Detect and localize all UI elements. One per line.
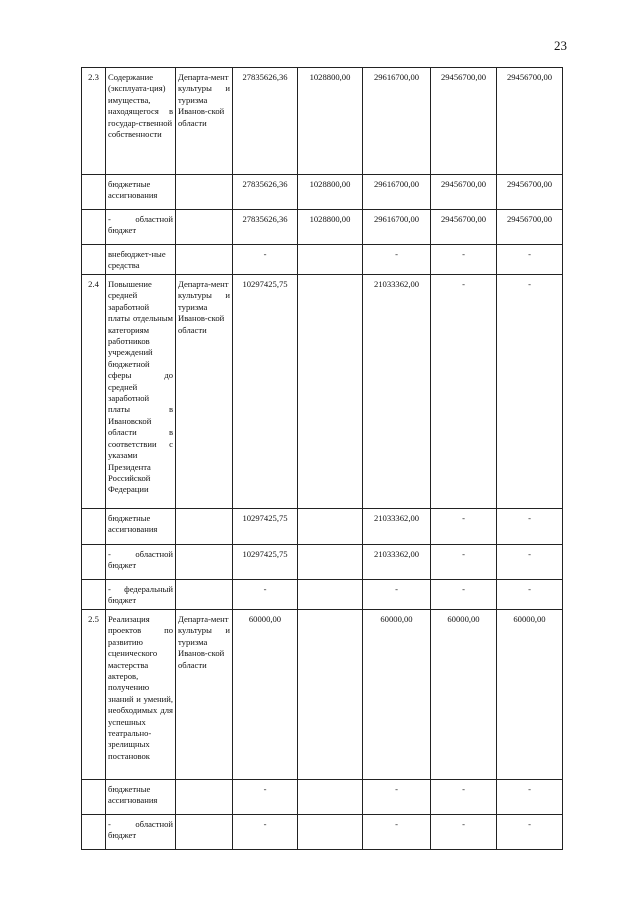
description-cell: - областной бюджет xyxy=(106,545,176,580)
value-cell-2: 1028800,00 xyxy=(298,175,363,210)
row-number-cell: 2.5 xyxy=(82,610,106,780)
description-cell: внебюджет-ные средства xyxy=(106,245,176,275)
executor-cell: Департа-мент культуры и туризма Иванов-ской области xyxy=(176,610,233,780)
description-cell: - областной бюджет xyxy=(106,815,176,850)
row-number-cell xyxy=(82,210,106,245)
value-cell-5: - xyxy=(497,815,563,850)
value-cell-1: 10297425,75 xyxy=(233,275,298,509)
value-cell-2: 1028800,00 xyxy=(298,68,363,175)
value-cell-4: - xyxy=(431,275,497,509)
table-row xyxy=(82,245,563,275)
value-cell-4: 29456700,00 xyxy=(431,175,497,210)
description-cell: бюджетные ассигнования xyxy=(106,780,176,815)
table-row xyxy=(82,509,563,545)
value-cell-4: 29456700,00 xyxy=(431,68,497,175)
value-cell-5: 29456700,00 xyxy=(497,68,563,175)
table-row xyxy=(82,545,563,580)
row-number-cell xyxy=(82,580,106,610)
description-cell: бюджетные ассигнования xyxy=(106,175,176,210)
value-cell-5: - xyxy=(497,509,563,545)
value-cell-1: 10297425,75 xyxy=(233,509,298,545)
row-number-cell xyxy=(82,509,106,545)
table-row xyxy=(82,815,563,850)
value-cell-4: 60000,00 xyxy=(431,610,497,780)
row-number-cell: 2.3 xyxy=(82,68,106,175)
value-cell-5: - xyxy=(497,245,563,275)
value-cell-2 xyxy=(298,245,363,275)
row-number-cell xyxy=(82,815,106,850)
value-cell-3: - xyxy=(363,815,431,850)
value-cell-1: 60000,00 xyxy=(233,610,298,780)
value-cell-4: - xyxy=(431,245,497,275)
value-cell-1: 27835626,36 xyxy=(233,210,298,245)
value-cell-5: 29456700,00 xyxy=(497,210,563,245)
value-cell-4: - xyxy=(431,780,497,815)
row-number-cell xyxy=(82,545,106,580)
value-cell-5: - xyxy=(497,545,563,580)
value-cell-3: 60000,00 xyxy=(363,610,431,780)
value-cell-3: 29616700,00 xyxy=(363,68,431,175)
executor-cell xyxy=(176,245,233,275)
table-row xyxy=(82,580,563,610)
executor-cell: Департа-мент культуры и туризма Иванов-ской области xyxy=(176,68,233,175)
table-row xyxy=(82,210,563,245)
table-row xyxy=(82,610,563,780)
row-number-cell xyxy=(82,175,106,210)
value-cell-3: 29616700,00 xyxy=(363,210,431,245)
value-cell-5: - xyxy=(497,580,563,610)
value-cell-1: - xyxy=(233,815,298,850)
value-cell-2 xyxy=(298,580,363,610)
description-cell: Реализация проектов по развитию сценического мастерства актеров, получению знаний и умений, необходимых для успешных театрально-зрелищных постановок xyxy=(106,610,176,780)
value-cell-5: - xyxy=(497,780,563,815)
value-cell-1: 10297425,75 xyxy=(233,545,298,580)
description-cell: - областной бюджет xyxy=(106,210,176,245)
executor-cell: Департа-мент культуры и туризма Иванов-ской области xyxy=(176,275,233,509)
value-cell-5: 29456700,00 xyxy=(497,175,563,210)
executor-cell xyxy=(176,780,233,815)
value-cell-2 xyxy=(298,275,363,509)
row-number-cell: 2.4 xyxy=(82,275,106,509)
executor-cell xyxy=(176,815,233,850)
description-cell: Содержание (эксплуата-ция) имущества, находящегося в государ-ственной собственности xyxy=(106,68,176,175)
budget-table xyxy=(81,67,563,850)
value-cell-5: 60000,00 xyxy=(497,610,563,780)
description-cell: бюджетные ассигнования xyxy=(106,509,176,545)
value-cell-2 xyxy=(298,509,363,545)
executor-cell xyxy=(176,175,233,210)
value-cell-3: 29616700,00 xyxy=(363,175,431,210)
value-cell-3: 21033362,00 xyxy=(363,275,431,509)
row-number-cell xyxy=(82,780,106,815)
value-cell-5: - xyxy=(497,275,563,509)
table-row xyxy=(82,68,563,175)
executor-cell xyxy=(176,545,233,580)
value-cell-2 xyxy=(298,545,363,580)
value-cell-4: - xyxy=(431,815,497,850)
value-cell-4: - xyxy=(431,580,497,610)
table-row xyxy=(82,275,563,509)
value-cell-2 xyxy=(298,610,363,780)
value-cell-3: - xyxy=(363,245,431,275)
value-cell-1: - xyxy=(233,580,298,610)
value-cell-1: - xyxy=(233,780,298,815)
row-number-cell xyxy=(82,245,106,275)
table-row xyxy=(82,780,563,815)
value-cell-4: - xyxy=(431,509,497,545)
value-cell-4: 29456700,00 xyxy=(431,210,497,245)
value-cell-3: 21033362,00 xyxy=(363,545,431,580)
value-cell-3: 21033362,00 xyxy=(363,509,431,545)
value-cell-1: 27835626,36 xyxy=(233,175,298,210)
page-number: 23 xyxy=(554,38,567,53)
value-cell-1: - xyxy=(233,245,298,275)
executor-cell xyxy=(176,210,233,245)
value-cell-3: - xyxy=(363,780,431,815)
value-cell-2 xyxy=(298,780,363,815)
description-cell: Повышение средней заработной платы отдельным категориям работников учреждений бюджетной сферы до средней заработной платы в Ивановской области в соответствии с указами Президента Российской Федерации xyxy=(106,275,176,509)
value-cell-1: 27835626,36 xyxy=(233,68,298,175)
executor-cell xyxy=(176,509,233,545)
value-cell-2: 1028800,00 xyxy=(298,210,363,245)
value-cell-4: - xyxy=(431,545,497,580)
table-row xyxy=(82,175,563,210)
value-cell-3: - xyxy=(363,580,431,610)
value-cell-2 xyxy=(298,815,363,850)
description-cell: - федеральный бюджет xyxy=(106,580,176,610)
executor-cell xyxy=(176,580,233,610)
